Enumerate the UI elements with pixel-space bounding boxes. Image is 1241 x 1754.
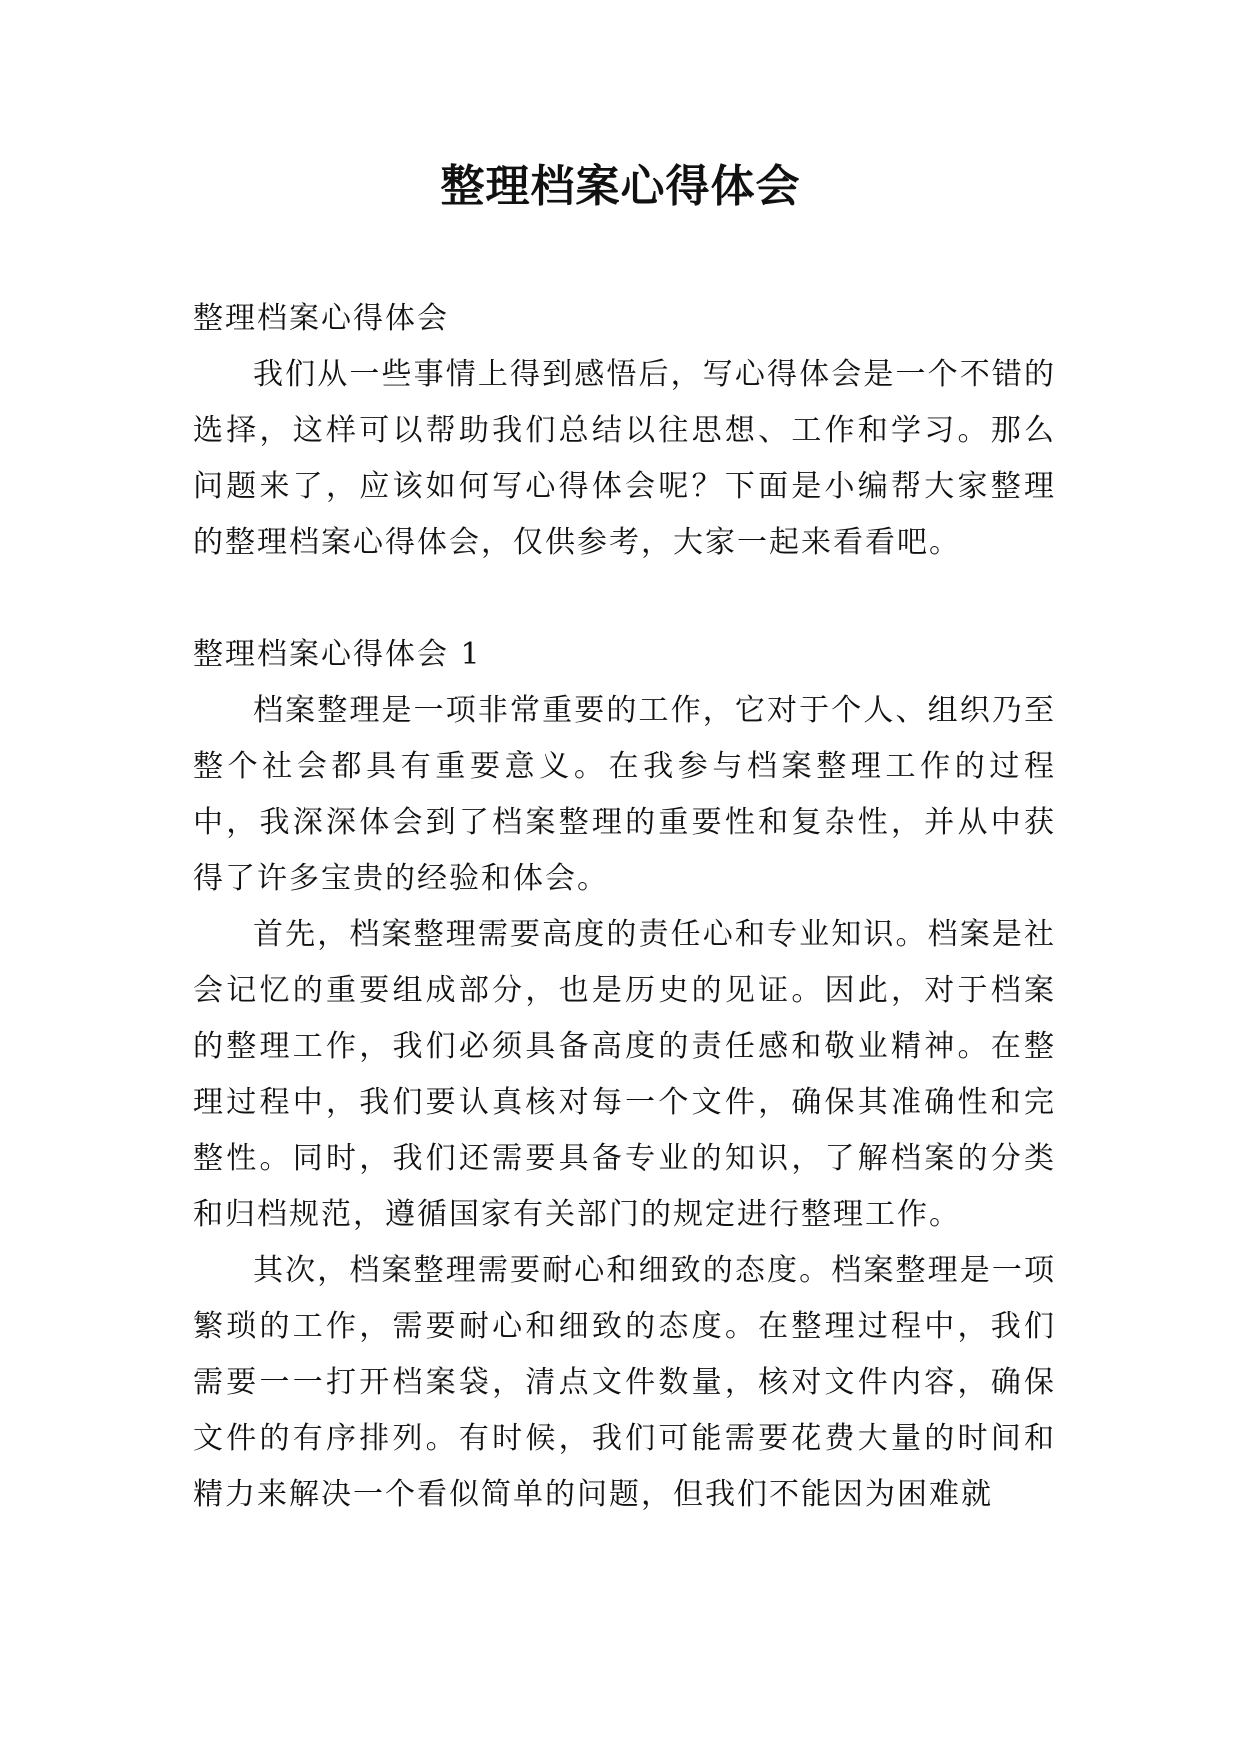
section-1-paragraph-1: 档案整理是一项非常重要的工作，它对于个人、组织乃至整个社会都具有重要意义。在我参与档案整理工作的过程中，我深深体会到了档案整理的重要性和复杂性，并从中获得了许多宝贵的经验和体会。	[193, 693, 1056, 896]
document-body	[193, 291, 1056, 1523]
intro-heading: 整理档案心得体会	[193, 301, 449, 336]
section-1-heading: 整理档案心得体会 1	[193, 637, 482, 672]
document-title: 整理档案心得体会	[440, 161, 801, 212]
section-1-paragraph-3: 其次，档案整理需要耐心和细致的态度。档案整理是一项繁琐的工作，需要耐心和细致的态度。在整理过程中，我们需要一一打开档案袋，清点文件数量，核对文件内容，确保文件的有序排列。有时候，我们可能需要花费大量的时间和精力来解决一个看似简单的问题，但我们不能因为困难就	[193, 1253, 1056, 1512]
intro-paragraph: 我们从一些事情上得到感悟后，写心得体会是一个不错的选择，这样可以帮助我们总结以往思想、工作和学习。那么问题来了，应该如何写心得体会呢？下面是小编帮大家整理的整理档案心得体会，仅供参考，大家一起来看看吧。	[193, 357, 1056, 560]
section-spacer	[193, 571, 1056, 627]
section-1-paragraph-2: 首先，档案整理需要高度的责任心和专业知识。档案是社会记忆的重要组成部分，也是历史的见证。因此，对于档案的整理工作，我们必须具备高度的责任感和敬业精神。在整理过程中，我们要认真核对每一个文件，确保其准确性和完整性。同时，我们还需要具备专业的知识，了解档案的分类和归档规范，遵循国家有关部门的规定进行整理工作。	[193, 917, 1056, 1232]
